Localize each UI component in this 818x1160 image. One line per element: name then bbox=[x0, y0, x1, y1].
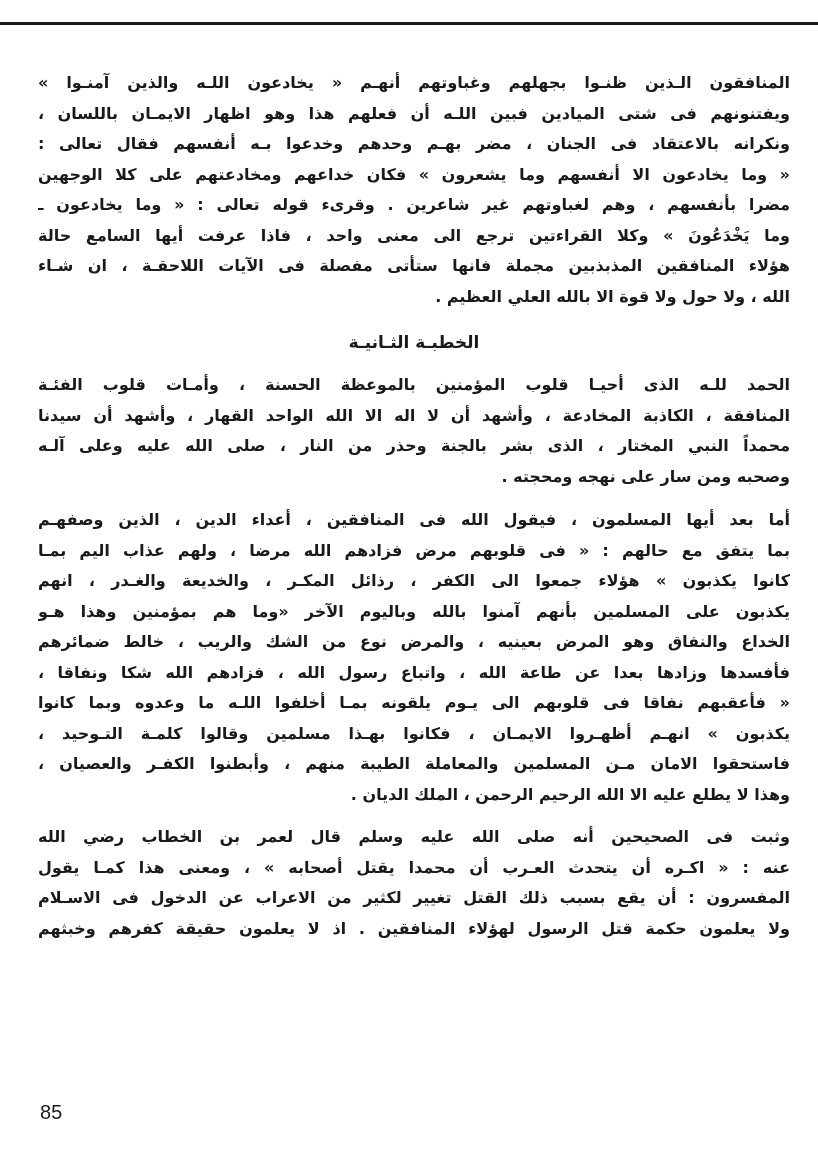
text-line: الحمد للـه الذى أحيـا قلوب المؤمنين بالموعظة الحسنة ، وأمـات قلوب الفئـة bbox=[38, 375, 790, 394]
paragraph-1 bbox=[38, 68, 790, 312]
text-line: المفسرون : أن يقع بسبب ذلك القتل تغيير لكثير من الاعراب عن الدخول فى الاسـلام bbox=[38, 888, 790, 907]
text-line: يكذبون » انهـم أظهـروا الايمـان ، فكانوا بهـذا مسلمين وقالوا كلمـة التـوحيد ، bbox=[38, 723, 790, 743]
page-number: 85 bbox=[40, 1102, 63, 1124]
text-line: عنه : « اكـره أن يتحدث العـرب أن محمدا يقتل أصحابه » ، ومعنى هذا كمـا يقول bbox=[38, 857, 790, 877]
text-line: المنافقة ، الكاذبة المخادعة ، وأشهد أن لا اله الا الله الواحد القهار ، وأشهد أن سيدنا bbox=[38, 405, 790, 425]
section-heading: الخطبـة الثـانيـة bbox=[348, 333, 480, 353]
text-line: وصحبه ومن سار على نهجه ومحجته . bbox=[501, 466, 790, 486]
paragraph-3 bbox=[38, 505, 790, 810]
text-line: هؤلاء المنافقين المذبذبين مجملة فانها ستأتى مفصلة فى الآيات اللاحقـة ، ان شـاء bbox=[38, 256, 790, 275]
paragraph-4 bbox=[38, 822, 790, 944]
text-line: ولا يعلمون حكمة قتل الرسول لهؤلاء المنافقين . اذ لا يعلمون حقيقة كفرهم وخبثهم bbox=[38, 918, 790, 938]
text-line: وما يَخْدَعُونَ » وكلا القراءتين ترجع الى معنى واحد ، فاذا عرفت أيها السامع حالة bbox=[38, 225, 790, 245]
text-line: المنافقون الـذين ظنـوا بجهلهم وغباوتهم أنهـم « يخادعون اللـه والذين آمنـوا » bbox=[38, 73, 790, 92]
text-line: يكذبون على المسلمين بأنهم آمنوا بالله وباليوم الآخر «وما هم بمؤمنين وهذا هـو bbox=[38, 601, 790, 621]
text-line: بما يتفق مع حالهم : « فى قلوبهم مرض فزادهم الله مرضا ، ولهم عذاب اليم بمـا bbox=[38, 540, 790, 560]
text-line: محمداً النبي المختار ، الذى بشر بالجنة وحذر من النار ، صلى الله عليه وعلى آلـه bbox=[38, 436, 790, 455]
text-line: وهذا لا يطلع عليه الا الله الرحيم الرحمن ، الملك الديان . bbox=[350, 784, 790, 804]
text-line: مضرا بأنفسهم ، وهم لغباوتهم غير شاعرين . وقرىء قوله تعالى : « وما يخادعون ـ bbox=[38, 195, 790, 214]
page-body bbox=[38, 68, 790, 944]
text-line: كانوا يكذبون » هؤلاء جمعوا الى الكفر ، رذائل المكـر ، والخديعة والغـدر ، انهم bbox=[38, 571, 790, 590]
text-line: الخداع والنفاق وهو المرض بعينيه ، والمرض نوع من الشك والريب ، خالط ضمائرهم bbox=[38, 632, 790, 651]
text-line: وثبت فى الصحيحين أنه صلى الله عليه وسلم قال لعمر بن الخطاب رضي الله bbox=[38, 827, 790, 846]
paragraph-2 bbox=[38, 370, 790, 492]
text-line: « فأعقبهم نفاقا فى قلوبهم الى يـوم يلقونه بمـا أخلفوا اللـه ما وعدوه وبما كانوا bbox=[38, 693, 790, 712]
top-rule bbox=[0, 22, 818, 25]
text-line: ونكرانه بالاعتقاد فى الجنان ، مضر بهـم وحدهم وخدعوا بـه أنفسهم فقال تعالى : bbox=[38, 134, 790, 153]
text-line: ويفتنونهم فى شتى الميادين فبين اللـه أن فعلهم هذا وهو اظهار الايمـان باللسان ، bbox=[38, 103, 790, 123]
text-line: « وما يخادعون الا أنفسهم وما يشعرون » فكان خداعهم ومخادعتهم على كلا الوجهين bbox=[38, 164, 790, 184]
text-line: الله ، ولا حول ولا قوة الا بالله العلي العظيم . bbox=[435, 286, 790, 306]
text-line: فأفسدها وزادها بعدا عن طاعة الله ، واتباع رسول الله ، فزادهم الله شكا ونفاقا ، bbox=[38, 662, 790, 682]
text-line: أما بعد أيها المسلمون ، فيقول الله فى المنافقين ، أعداء الدين ، الذين وصفهـم bbox=[38, 510, 790, 529]
text-line: فاستحقوا الامان مـن المسلمين والمعاملة الطيبة منهم ، وأبطنوا الكفـر والعصيان ، bbox=[38, 754, 790, 773]
